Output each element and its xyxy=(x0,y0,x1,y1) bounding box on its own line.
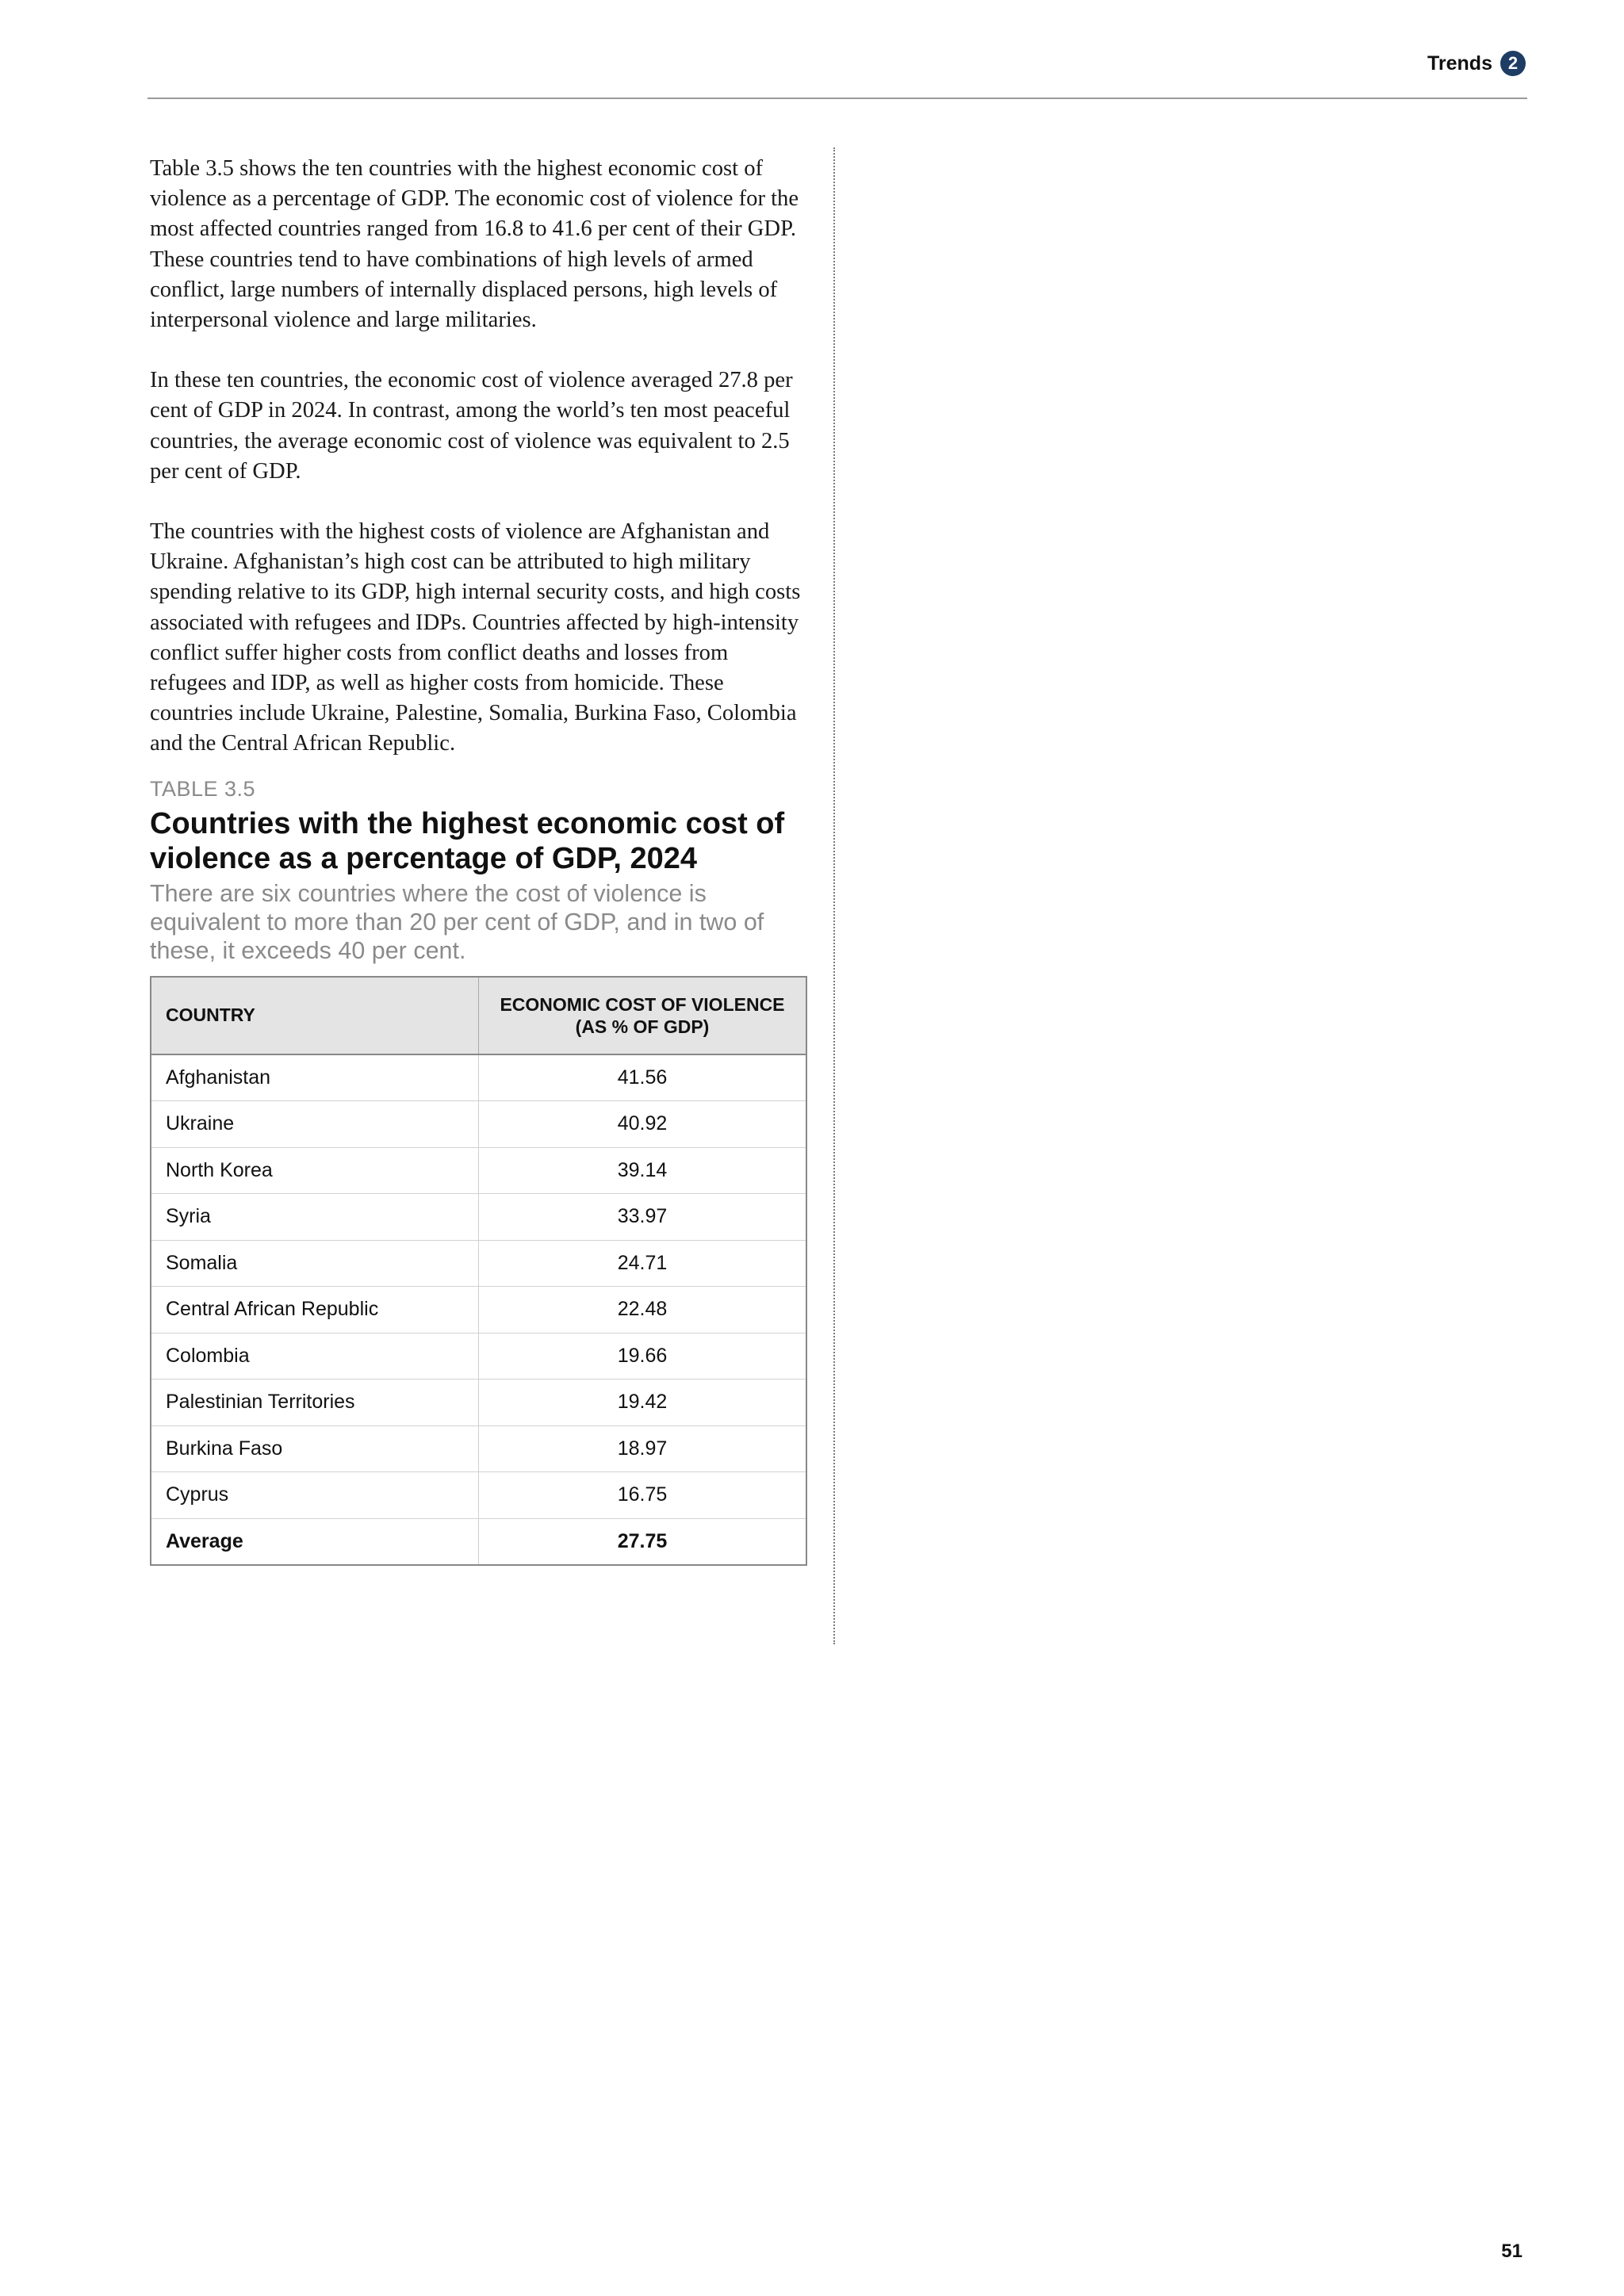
table-row xyxy=(151,1380,806,1426)
value-cell: 16.75 xyxy=(479,1472,807,1519)
table-row xyxy=(151,1240,806,1287)
value-cell: 39.14 xyxy=(479,1147,807,1194)
body-paragraph: The countries with the highest costs of violence are Afghanistan and Ukraine. Afghanistan’s high cost can be attributed to high military spending relative to its GDP, high internal security costs, and high costs associated with refugees and IDPs. Countries affected by high-intensity conflict suffer higher costs from conflict deaths and losses from refugees and IDP, as well as higher costs from homicide. These countries include Ukraine, Palestine, Somalia, Burkina Faso, Colombia and the Central African Republic. xyxy=(150,519,801,756)
main-column xyxy=(150,154,808,1566)
column-header-country: COUNTRY xyxy=(151,977,479,1054)
average-label: Average xyxy=(151,1518,479,1565)
table-row xyxy=(151,1194,806,1241)
country-cell: North Korea xyxy=(151,1147,479,1194)
page-number: 51 xyxy=(1501,2241,1522,2262)
table-row xyxy=(151,1287,806,1334)
table-row xyxy=(151,1425,806,1472)
cost-of-violence-table xyxy=(150,976,807,1567)
body-paragraph: Table 3.5 shows the ten countries with the highest economic cost of violence as a percentage of GDP. The economic cost of violence for the most affected countries ranged from 16.8 to 41.6 per cent of their GDP. These countries tend to have combinations of high levels of armed conflict, large numbers of internally displaced persons, high levels of interpersonal violence and large militaries. xyxy=(150,156,799,333)
section-label: Trends xyxy=(1427,52,1492,75)
country-cell: Cyprus xyxy=(151,1472,479,1519)
value-cell: 40.92 xyxy=(479,1101,807,1148)
column-header-cost-line2: (AS % OF GDP) xyxy=(575,1016,710,1037)
country-cell: Palestinian Territories xyxy=(151,1380,479,1426)
table-title: Countries with the highest economic cost of violence as a percentage of GDP, 2024 xyxy=(150,806,785,875)
country-cell: Afghanistan xyxy=(151,1054,479,1101)
value-cell: 33.97 xyxy=(479,1194,807,1241)
table-number: TABLE 3.5 xyxy=(150,776,256,801)
table-row xyxy=(151,1054,806,1101)
running-header xyxy=(1427,51,1526,76)
table-row xyxy=(151,1472,806,1519)
table-header-row xyxy=(151,977,806,1054)
value-cell: 24.71 xyxy=(479,1240,807,1287)
value-cell: 22.48 xyxy=(479,1287,807,1334)
table-row xyxy=(151,1101,806,1148)
country-cell: Colombia xyxy=(151,1333,479,1380)
value-cell: 18.97 xyxy=(479,1425,807,1472)
table-subtitle: There are six countries where the cost of violence is equivalent to more than 20 per cent of GDP, and in two of these, it exceeds 40 per cent. xyxy=(150,879,764,964)
country-cell: Ukraine xyxy=(151,1101,479,1148)
section-number-badge: 2 xyxy=(1500,51,1526,76)
country-cell: Burkina Faso xyxy=(151,1425,479,1472)
body-paragraph: In these ten countries, the economic cost of violence averaged 27.8 per cent of GDP in 2024. In contrast, among the world’s ten most peaceful countries, the average economic cost of violence was equivalent to 2.5 per cent of GDP. xyxy=(150,368,793,484)
table-row xyxy=(151,1147,806,1194)
header-divider xyxy=(147,98,1527,99)
value-cell: 19.42 xyxy=(479,1380,807,1426)
average-value: 27.75 xyxy=(479,1518,807,1565)
value-cell: 41.56 xyxy=(479,1054,807,1101)
column-header-cost-line1: ECONOMIC COST OF VIOLENCE xyxy=(500,993,785,1015)
country-cell: Central African Republic xyxy=(151,1287,479,1334)
country-cell: Somalia xyxy=(151,1240,479,1287)
table-row xyxy=(151,1333,806,1380)
value-cell: 19.66 xyxy=(479,1333,807,1380)
column-divider xyxy=(833,147,835,1644)
average-row xyxy=(151,1518,806,1565)
column-header-cost xyxy=(479,977,807,1054)
country-cell: Syria xyxy=(151,1194,479,1241)
